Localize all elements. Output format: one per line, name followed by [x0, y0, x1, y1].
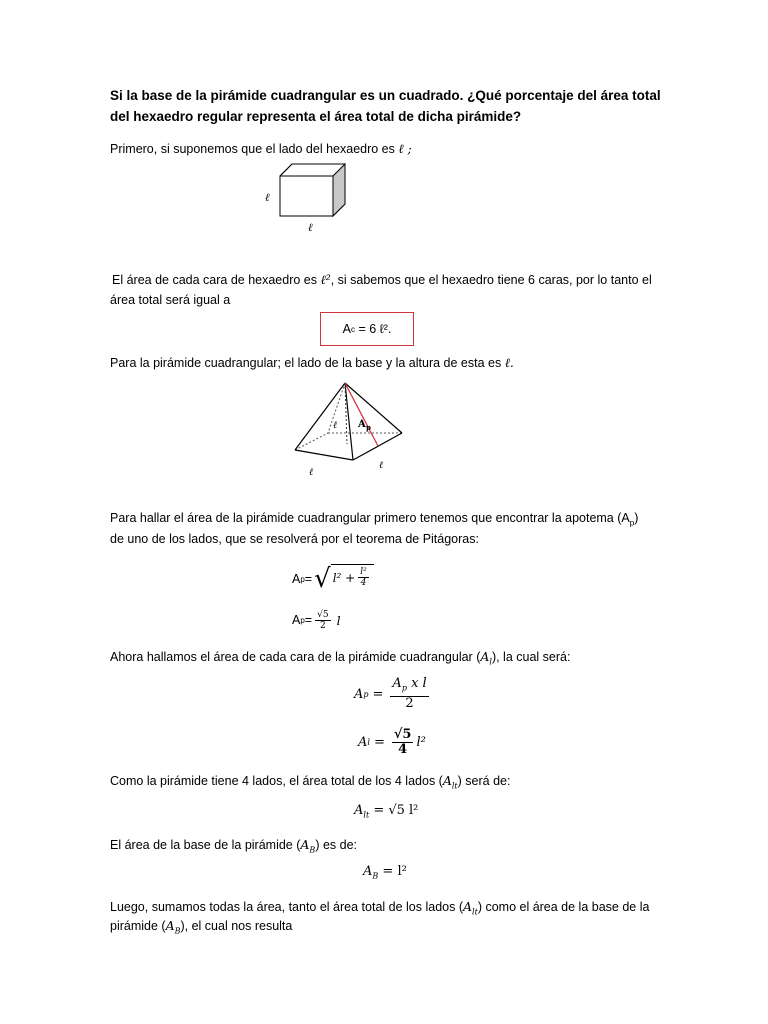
pyramid-base-right-label: ℓ [379, 460, 384, 471]
equation-face-area-result: A l = $\frac{√5}{4}$ l² [358, 726, 426, 757]
pyramid-height-label: ℓ [333, 420, 338, 431]
paragraph-8-line-1: Luego, sumamos todas la área, tanto el área total de los lados $(A_{lt})$ como el área de la base de la [110, 899, 650, 917]
paragraph-3: Para la pirámide cuadrangular; el lado de la base y la altura de esta es ℓ. [110, 355, 514, 370]
total-area-cube-box: A c = 6 ℓ². [320, 312, 414, 346]
cube-bottom-label: ℓ [308, 221, 313, 234]
paragraph-8-line-2: pirámide $(A_B)$, el cual nos resulta [110, 918, 293, 936]
paragraph-4-line-1: Para hallar el área de la pirámide cuadrangular primero tenemos que encontrar la apotema $(A_p)$ [110, 511, 639, 528]
cube-side-label: ℓ [265, 191, 270, 204]
question-line-1: Si la base de la pirámide cuadrangular es un cuadrado. ¿Qué porcentaje del área total [110, 88, 661, 103]
paragraph-4-line-2: de uno de los lados, que se resolverá por el teorema de Pitágoras: [110, 532, 479, 546]
paragraph-7: El área de la base de la pirámide $(A_B)$ es de: [110, 837, 357, 855]
pyramid-apothem-label: A [358, 419, 366, 430]
equation-apothem-result: A p = $\frac{√5}{2}$ l [292, 609, 341, 631]
paragraph-5: Ahora hallamos el área de cada cara de la pirámide cuadrangular $(A_l)$, la cual será: [110, 649, 571, 667]
pyramid-base-left-label: ℓ [309, 467, 314, 478]
equation-apothem-sqrt: A p = √ l² + $\frac{\text{l²}}{4}$ [292, 562, 374, 596]
paragraph-1: Primero, si suponemos que el lado del hexaedro es ℓ ; [110, 141, 412, 156]
pyramid-diagram [285, 378, 405, 478]
equation-lateral-area: $A_{lt} = √5$ l² [354, 803, 419, 820]
paragraph-2-line-1: El área de cada cara de hexaedro es ℓ², si sabemos que el hexaedro tiene 6 caras, por lo tanto el [112, 272, 652, 287]
equation-base-area: $A_B = l^2$ [363, 864, 407, 881]
equation-face-area: A p = $\frac{A_p x l}{2}$ [354, 676, 427, 711]
paragraph-6: Como la pirámide tiene 4 lados, el área total de los 4 lados $(A_{lt})$ será de: [110, 773, 511, 791]
cube-diagram [255, 160, 365, 235]
question-line-2: del hexaedro regular representa el área total de dicha pirámide? [110, 109, 522, 124]
pyramid-apothem-sub: p [366, 423, 371, 432]
paragraph-2-line-2: área total será igual a [110, 293, 231, 307]
